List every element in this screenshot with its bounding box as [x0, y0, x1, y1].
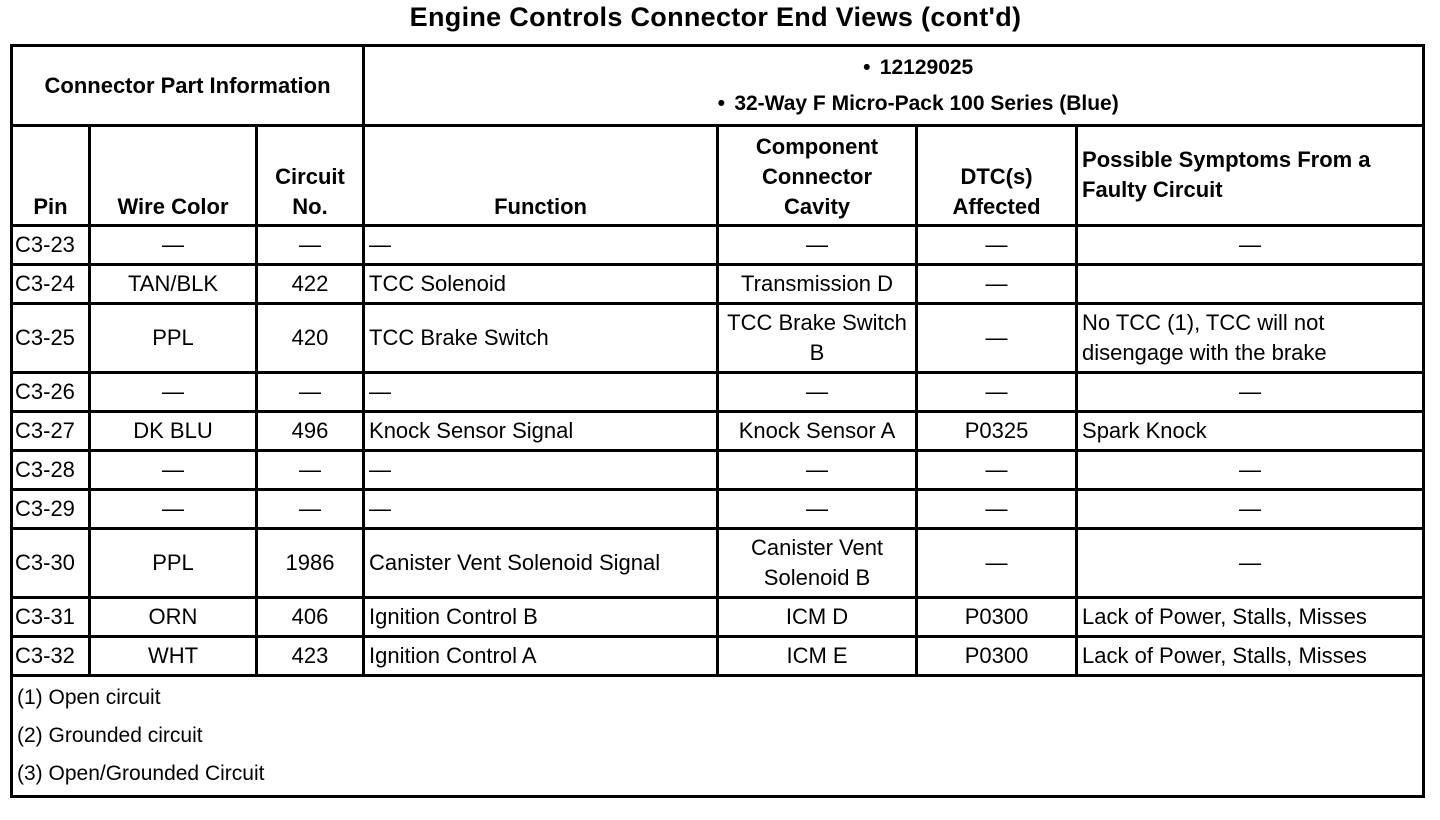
header-wire-color: Wire Color — [90, 126, 257, 226]
table-row — [12, 265, 1424, 304]
wire-color-cell: WHT — [90, 637, 257, 676]
header-function: Function — [364, 126, 718, 226]
pin-cell: C3-28 — [12, 451, 90, 490]
symptoms-cell: — — [1077, 451, 1424, 490]
function-cell: — — [364, 451, 718, 490]
note: (1) Open circuit — [17, 686, 161, 709]
note: (2) Grounded circuit — [17, 724, 203, 747]
circuit-cell: 423 — [257, 637, 364, 676]
function-cell: — — [364, 226, 718, 265]
symptoms-cell: Lack of Power, Stalls, Misses — [1077, 637, 1424, 676]
circuit-cell: 422 — [257, 265, 364, 304]
table-row — [12, 637, 1424, 676]
notes — [12, 676, 1424, 797]
header-dtc: DTC(s) Affected — [917, 126, 1077, 226]
dtc-cell: — — [917, 490, 1077, 529]
dtc-cell: P0300 — [917, 598, 1077, 637]
dtc-cell: P0300 — [917, 637, 1077, 676]
notes-row — [12, 676, 1424, 797]
circuit-cell: — — [257, 373, 364, 412]
cavity-cell: Transmission D — [718, 265, 917, 304]
wire-color-cell: TAN/BLK — [90, 265, 257, 304]
function-cell: Canister Vent Solenoid Signal — [364, 529, 718, 598]
header-cavity: Component Connector Cavity — [718, 126, 917, 226]
cavity-cell: — — [718, 490, 917, 529]
wire-color-cell: PPL — [90, 304, 257, 373]
dtc-cell: — — [917, 373, 1077, 412]
table-row — [12, 373, 1424, 412]
pin-cell: C3-29 — [12, 490, 90, 529]
header-circuit: Circuit No. — [257, 126, 364, 226]
cavity-cell: — — [718, 226, 917, 265]
circuit-cell: 496 — [257, 412, 364, 451]
header-symptoms: Possible Symptoms From a Faulty Circuit — [1077, 126, 1424, 226]
connector-part-info-label: Connector Part Information — [12, 46, 364, 126]
pin-cell: C3-27 — [12, 412, 90, 451]
circuit-cell: — — [257, 451, 364, 490]
symptoms-cell: Lack of Power, Stalls, Misses — [1077, 598, 1424, 637]
dtc-cell: — — [917, 265, 1077, 304]
function-cell: Ignition Control B — [364, 598, 718, 637]
function-cell: Ignition Control A — [364, 637, 718, 676]
connector-table — [10, 44, 1425, 798]
circuit-cell: 1986 — [257, 529, 364, 598]
circuit-cell: 420 — [257, 304, 364, 373]
pin-cell: C3-30 — [12, 529, 90, 598]
function-cell: — — [364, 373, 718, 412]
table-row — [12, 451, 1424, 490]
symptoms-cell — [1077, 265, 1424, 304]
connector-part-info — [364, 46, 1424, 126]
wire-color-cell: — — [90, 226, 257, 265]
symptoms-cell: Spark Knock — [1077, 412, 1424, 451]
wire-color-cell: — — [90, 451, 257, 490]
dtc-cell: P0325 — [917, 412, 1077, 451]
function-cell: — — [364, 490, 718, 529]
symptoms-cell: — — [1077, 373, 1424, 412]
dtc-cell: — — [917, 451, 1077, 490]
pin-cell: C3-24 — [12, 265, 90, 304]
page-title: Engine Controls Connector End Views (cont'd) — [409, 2, 1022, 32]
table-row — [12, 490, 1424, 529]
pin-cell: C3-26 — [12, 373, 90, 412]
cavity-cell: ICM E — [718, 637, 917, 676]
connector-description: • 32-Way F Micro-Pack 100 Series (Blue) — [409, 86, 1418, 122]
pin-cell: C3-32 — [12, 637, 90, 676]
cavity-cell: TCC Brake Switch B — [718, 304, 917, 373]
symptoms-cell: No TCC (1), TCC will not disengage with the brake — [1077, 304, 1424, 373]
cavity-cell: — — [718, 451, 917, 490]
circuit-cell: — — [257, 490, 364, 529]
function-cell: TCC Solenoid — [364, 265, 718, 304]
function-cell: TCC Brake Switch — [364, 304, 718, 373]
cavity-cell: — — [718, 373, 917, 412]
wire-color-cell: DK BLU — [90, 412, 257, 451]
header-pin: Pin — [12, 126, 90, 226]
connector-info-row — [12, 46, 1424, 126]
bullet-icon: • — [717, 91, 725, 115]
wire-color-cell: — — [90, 490, 257, 529]
note: (3) Open/Grounded Circuit — [17, 762, 265, 785]
symptoms-cell: — — [1077, 226, 1424, 265]
dtc-cell: — — [917, 529, 1077, 598]
bullet-icon: • — [863, 55, 871, 79]
circuit-cell: 406 — [257, 598, 364, 637]
wire-color-cell: ORN — [90, 598, 257, 637]
dtc-cell: — — [917, 304, 1077, 373]
cavity-cell: Canister Vent Solenoid B — [718, 529, 917, 598]
connector-part-number: • 12129025 — [409, 50, 1418, 86]
function-cell: Knock Sensor Signal — [364, 412, 718, 451]
symptoms-cell: — — [1077, 490, 1424, 529]
wire-color-cell: — — [90, 373, 257, 412]
pin-cell: C3-23 — [12, 226, 90, 265]
table-row — [12, 598, 1424, 637]
circuit-cell: — — [257, 226, 364, 265]
pin-cell: C3-31 — [12, 598, 90, 637]
table-row — [12, 412, 1424, 451]
table-row — [12, 529, 1424, 598]
table-row — [12, 304, 1424, 373]
pin-cell: C3-25 — [12, 304, 90, 373]
wire-color-cell: PPL — [90, 529, 257, 598]
table-row — [12, 226, 1424, 265]
dtc-cell: — — [917, 226, 1077, 265]
cavity-cell: Knock Sensor A — [718, 412, 917, 451]
header-row — [12, 126, 1424, 226]
symptoms-cell: — — [1077, 529, 1424, 598]
cavity-cell: ICM D — [718, 598, 917, 637]
